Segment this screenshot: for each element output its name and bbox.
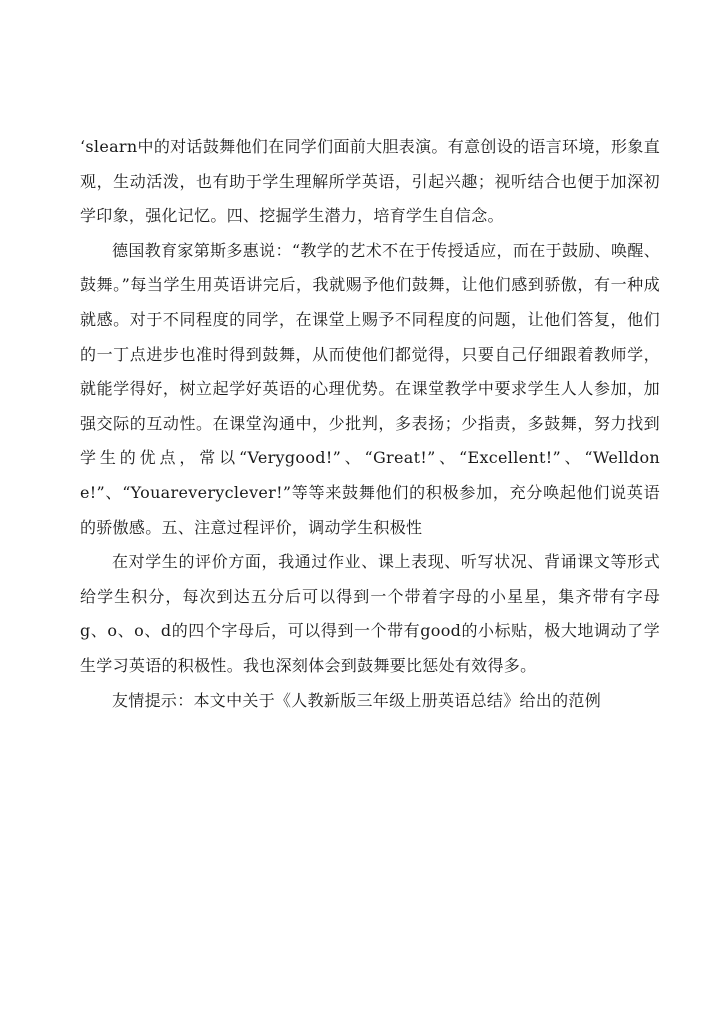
paragraph-student-evaluation: 在对学生的评价方面，我通过作业、课上表现、听写状况、背诵课文等形式给学生积分，每次到达五分后可以得到一个带着字母的小星星，集齐带有字母g、o、o、d的四个字母后，可以得到一个带有good的小标贴，极大地调动了学生学习英语的积极性。我也深刻体会到鼓舞要比惩处有效得多。 bbox=[80, 552, 660, 675]
document-body bbox=[80, 130, 660, 718]
paragraph-friendly-tip: 友情提示：本文中关于《人教新版三年级上册英语总结》给出的范例 bbox=[112, 690, 602, 710]
paragraph-dialogue-encouragement: ‘slearn中的对话鼓舞他们在同学们面前大胆表演。有意创设的语言环境，形象直观，生动活泼，也有助于学生理解所学英语，引起兴趣；视听结合也便于加深初学印象，强化记忆。四、挖掘学生潜力，培育学生自信念。 bbox=[80, 137, 660, 226]
paragraph-diesterweg-quote: 德国教育家第斯多惠说：“教学的艺术不在于传授适应，而在于鼓励、唤醒、鼓舞。”每当学生用英语讲完后，我就赐予他们鼓舞，让他们感到骄傲，有一种成就感。对于不同程度的同学，在课堂上赐予不同程度的问题，让他们答复，他们的一丁点进步也准时得到鼓舞，从而使他们都觉得，只要自己仔细跟着教师学，就能学得好，树立起学好英语的心理优势。在课堂教学中要求学生人人参加，加强交际的互动性。在课堂沟通中，少批判，多表扬；少指责，多鼓舞，努力找到学生的优点，常以“Verygood!”、“Great!”、“Excellent!”、“Welldone!”、“Youareveryclever!”等等来鼓舞他们的积极参加，充分唤起他们说英语的骄傲感。五、注意过程评价，调动学生积极性 bbox=[80, 240, 660, 537]
